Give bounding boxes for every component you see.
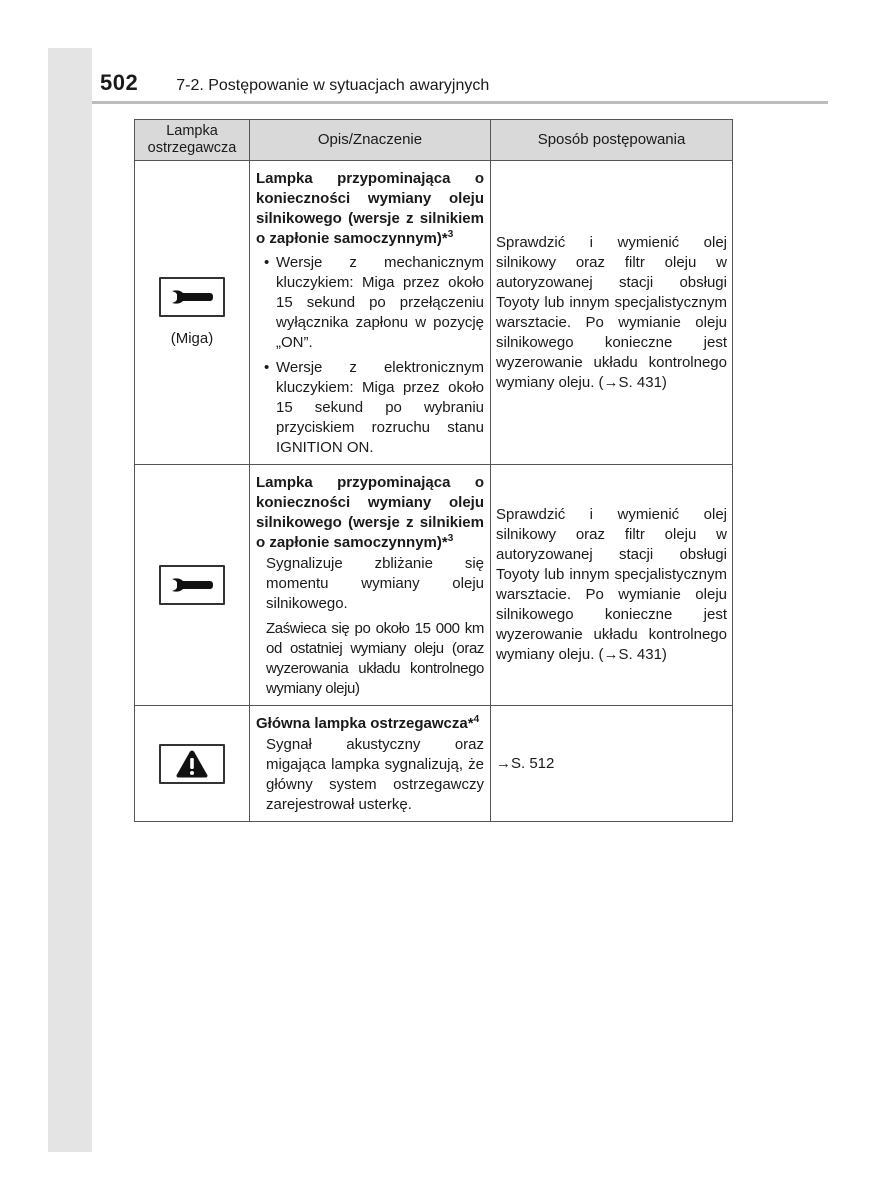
action-cell: Sprawdzić i wymienić olej silnikowy oraz filtr oleju w autoryzowanej stacji obsługi Toyoty lub innym specjalistycznym warsztacie. Po wymianie oleju silnikowego konieczne jest wyzerowanie układu kontrolnego wymiany oleju. (→ S. 431)	[491, 161, 733, 465]
wrench-icon	[159, 277, 225, 317]
description-paragraph: Sygnalizuje zbliżanie się momentu wymiany oleju silnikowego.	[266, 555, 484, 612]
footnote-marker: 4	[473, 714, 480, 725]
lamp-cell	[135, 161, 250, 465]
table-row	[135, 161, 733, 465]
warning-title: Lampka przypominająca o konieczności wymiany oleju silnikowego (wersje z silnikiem o zapłonie samoczynnym)*$^3$	[256, 474, 484, 551]
footnote-marker: 3	[447, 533, 454, 544]
action-cell: Sprawdzić i wymienić olej silnikowy oraz filtr oleju w autoryzowanej stacji obsługi Toyoty lub innym specjalistycznym warsztacie. Po wymianie oleju silnikowego konieczne jest wyzerowanie układu kontrolnego wymiany oleju. (→ S. 431)	[491, 465, 733, 706]
warning-title: Lampka przypominająca o konieczności wymiany oleju silnikowego (wersje z silnikiem o zapłonie samoczynnym)*$^3$	[256, 170, 484, 247]
footnote-marker: 3	[447, 229, 454, 240]
warning-lights-table	[134, 119, 733, 822]
list-item: • Wersje z mechanicznym kluczykiem: Miga przez około 15 sekund po przełączeniu wyłącznika zapłonu w pozycję „ON”.	[256, 253, 484, 353]
table-row	[135, 465, 733, 706]
header-divider	[92, 101, 828, 104]
page-reference: → S. 512	[496, 755, 554, 772]
list-item: • Wersje z elektronicznym kluczykiem: Miga przez około 15 sekund po wybraniu przyciskiem rozruchu stanu IGNITION ON.	[256, 358, 484, 458]
page-number: 502	[100, 70, 139, 95]
lamp-cell	[135, 706, 250, 822]
column-header-description: Opis/Znaczenie	[250, 120, 491, 161]
description-cell	[250, 161, 491, 465]
description-paragraph: Sygnał akustyczny oraz migająca lampka sygnalizują, że główny system ostrzegawczy zarejestrował usterkę.	[266, 736, 484, 813]
section-title: 7-2. Postępowanie w sytuacjach awaryjnych	[176, 77, 490, 94]
description-paragraph: Zaświeca się po około 15 000 km od ostatniej wymiany oleju (oraz wyzerowania układu kontrolnego wymiany oleju)	[266, 620, 484, 697]
page-header	[100, 70, 489, 100]
table-row	[135, 706, 733, 822]
warning-triangle-icon	[159, 744, 225, 784]
lamp-cell	[135, 465, 250, 706]
blink-note: (Miga)	[170, 329, 214, 347]
wrench-icon	[159, 565, 225, 605]
column-header-lamp: Lampka ostrzegawcza	[135, 120, 250, 161]
description-cell	[250, 465, 491, 706]
column-header-action: Sposób postępowania	[491, 120, 733, 161]
description-cell	[250, 706, 491, 822]
bullet-list	[256, 253, 484, 458]
side-margin-strip	[48, 48, 92, 1152]
action-cell	[491, 706, 733, 822]
page-reference: → S. 431)	[604, 646, 667, 663]
table-header-row	[135, 120, 733, 161]
warning-title: Główna lampka ostrzegawcza*$^4$	[256, 714, 480, 732]
page-reference: → S. 431)	[604, 374, 667, 391]
